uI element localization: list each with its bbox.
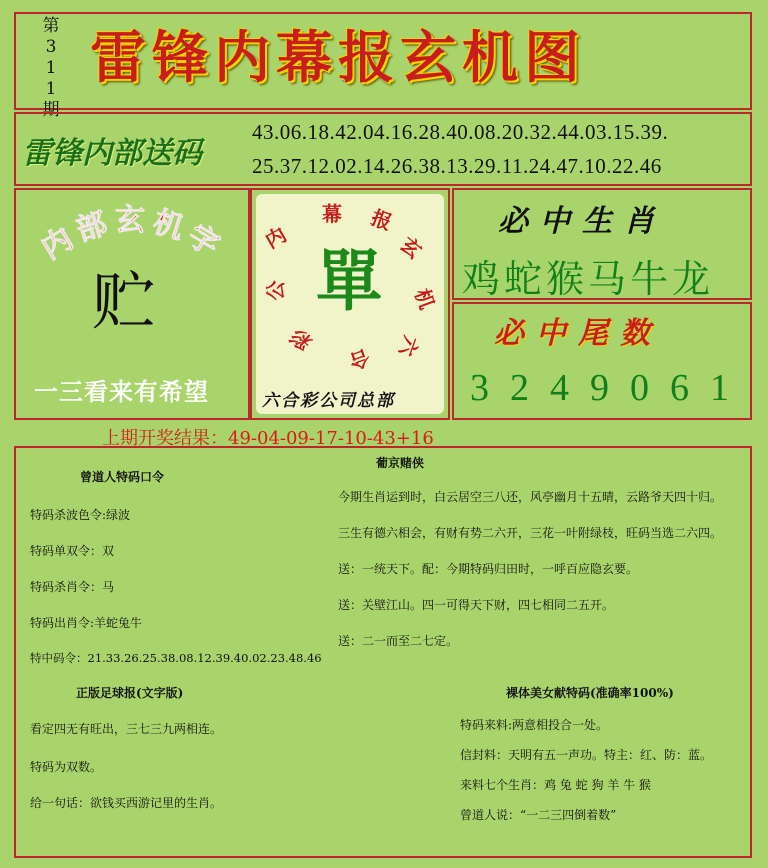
- codes-label: 雷锋内部送码: [22, 136, 202, 171]
- beauty-title: 裸体美女献特码(准确率100%): [506, 686, 674, 700]
- left-section-title: 曾道人特码口令: [80, 470, 165, 484]
- issue-prefix: 第: [42, 16, 60, 36]
- circle-char: 机: [409, 285, 440, 313]
- football-line: 给一句话：欲钱买西游记里的生肖。: [30, 796, 223, 810]
- xuanji-label-text: 内部玄机字: [35, 203, 231, 267]
- circle-char: 合: [345, 344, 373, 374]
- xuanji-hint: 一三看来有希望: [34, 377, 209, 406]
- tail-digit: 6: [670, 367, 689, 409]
- issue-digit: 1: [45, 58, 57, 78]
- beauty-line: 信封料：天明有五一声功。特主：红、防：蓝。: [460, 748, 713, 762]
- football-line: 特码为双数。: [30, 760, 103, 774]
- right-line: 送：二一而至二七定。: [338, 634, 459, 648]
- right-line: 送：关壁江山。四一可得天下财，四七相同二五开。: [338, 598, 615, 612]
- left-line: 特中码令：21.33.26.25.38.08.12.39.40.02.23.48.46: [30, 651, 322, 665]
- codes-line-1: 43.06.18.42.04.16.28.40.08.20.32.44.03.15.39.: [252, 120, 669, 144]
- left-line: 特码杀肖令：马: [30, 580, 115, 594]
- tail-digits: [470, 366, 740, 410]
- circle-char: 彩: [285, 323, 317, 355]
- right-line: 送：一统天下。配：今期特码归田时，一呼百应隐玄要。: [338, 562, 639, 576]
- zodiac-value: 鸡蛇猴马牛龙: [462, 257, 715, 301]
- svg-text:内部玄机字: [36, 203, 231, 267]
- left-line: 特码单双令：双: [30, 544, 115, 558]
- issue-number: [36, 16, 66, 121]
- tail-digit: 9: [590, 367, 609, 409]
- page-title: 雷锋内幕报玄机图: [90, 25, 586, 91]
- tail-digit: 2: [510, 367, 529, 409]
- company-name: 六合彩公司总部: [262, 391, 395, 411]
- right-line: 今期生肖运到时，白云居空三八还，风亭幽月十五晴，云路爷天四十归。: [338, 490, 723, 504]
- beauty-line: 来料七个生肖：鸡 兔 蛇 狗 羊 牛 猴: [460, 778, 651, 792]
- tail-digit: 1: [710, 367, 729, 409]
- issue-digit: 3: [45, 37, 57, 57]
- zodiac-label: 必中生肖: [498, 204, 666, 239]
- right-section-title: 葡京赌侠: [376, 456, 425, 470]
- football-title: 正版足球报(文字版): [76, 686, 184, 700]
- left-line: 特码出肖令:羊蛇兔牛: [30, 616, 143, 630]
- circle-char: 玄: [395, 232, 427, 264]
- issue-suffix: 期: [42, 100, 60, 120]
- tail-digit: 4: [550, 367, 569, 409]
- tail-digit: 0: [630, 367, 649, 409]
- tail-label: 必中尾数: [494, 316, 662, 351]
- right-line: 三生有德六相会，有财有势二六开，三花一叶附绿枝，旺码当选二六四。: [338, 526, 723, 540]
- xuanji-character: 贮: [92, 266, 156, 340]
- football-line: 看定四无有旺出，三七三九两相连。: [30, 722, 223, 736]
- circle-char: 幕: [322, 202, 342, 226]
- circle-char: 报: [367, 205, 395, 235]
- circle-char: 公: [263, 280, 288, 301]
- beauty-line: 曾道人说：“一二三四倒着数”: [460, 808, 617, 822]
- codes-line-2: 25.37.12.02.14.26.38.13.29.11.24.47.10.22.46: [252, 154, 662, 178]
- tail-digit: 3: [470, 367, 489, 409]
- last-result: 上期开奖结果：49-04-09-17-10-43+16: [102, 428, 434, 449]
- big-character: 單: [316, 242, 382, 320]
- beauty-line: 特码来料:两意相投合一处。: [460, 718, 609, 732]
- circle-char: 六: [393, 332, 424, 360]
- issue-digit: 1: [45, 79, 57, 99]
- left-line: 特码杀波色令:绿波: [30, 508, 131, 522]
- circle-char: 内: [261, 222, 291, 254]
